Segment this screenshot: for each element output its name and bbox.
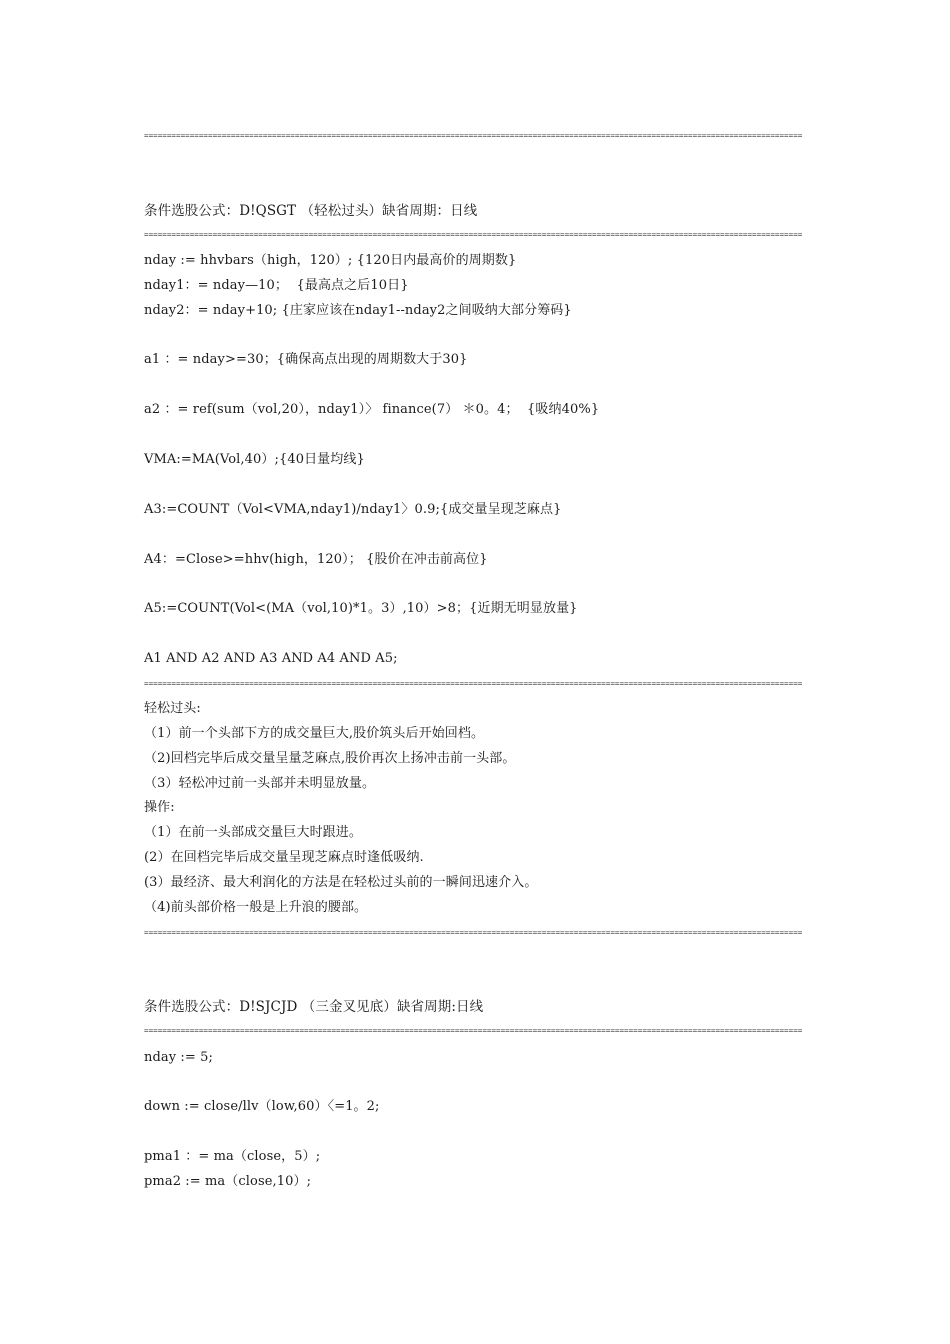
formula-line: A5:=COUNT(Vol<(MA（vol,10)*1。3）,10）>8；{近期无明显放量}	[144, 601, 578, 616]
formula-line: nday1：= nday—10； {最高点之后10日}	[144, 278, 409, 293]
description-title: 轻松过头:	[144, 701, 201, 716]
operation-line: （1）在前一头部成交量巨大时跟进。	[144, 825, 362, 840]
operation-line: (3）最经济、最大利润化的方法是在轻松过头前的一瞬间迅速介入。	[144, 875, 538, 890]
formula-line: A4：=Close>=hhv(high，120）； {股价在冲击前高位}	[144, 552, 488, 567]
formula-line: nday2：= nday+10; {庄家应该在nday1--nday2之间吸纳大部分筹码}	[144, 303, 572, 318]
formula-line: pma2 := ma（close,10）;	[144, 1174, 312, 1189]
formula-line: nday := 5;	[144, 1050, 213, 1065]
formula-line: A3:=COUNT（Vol<VMA,nday1)/nday1〉0.9;{成交量呈现芝麻点}	[144, 502, 562, 517]
separator-line: ================================================================================================================================================	[144, 1026, 803, 1035]
separator-line: ================================================================================================================================================	[144, 679, 803, 688]
separator-line: ================================================================================================================================================	[144, 131, 803, 140]
formula-line: pma1 ：= ma（close，5）;	[144, 1149, 321, 1164]
formula-line: down := close/llv（low,60）〈=1。2;	[144, 1099, 380, 1114]
description-line: （2)回档完毕后成交量呈量芝麻点,股价再次上扬冲击前一头部。	[144, 751, 516, 766]
formula-line: a1 ：= nday>=30；{确保高点出现的周期数大于30}	[144, 352, 468, 367]
separator-line: ================================================================================================================================================	[144, 230, 803, 239]
section1-title: 条件选股公式：D!QSGT （轻松过头）缺省周期：日线	[144, 203, 478, 219]
formula-line: VMA:=MA(Vol,40）;{40日量均线}	[144, 452, 365, 467]
operation-line: (2）在回档完毕后成交量呈现芝麻点时逢低吸纳.	[144, 850, 424, 865]
formula-line: A1 AND A2 AND A3 AND A4 AND A5;	[144, 651, 398, 666]
separator-line: ================================================================================================================================================	[144, 928, 803, 937]
description-line: （3）轻松冲过前一头部并未明显放量。	[144, 776, 376, 791]
formula-line: a2 ：= ref(sum（vol,20），nday1）〉 finance(7） ＊0。4； {吸纳40%}	[144, 402, 600, 417]
operation-line: （4)前头部价格一般是上升浪的腰部。	[144, 900, 368, 915]
section2-title: 条件选股公式：D!SJCJD （三金叉见底）缺省周期:日线	[144, 999, 484, 1015]
operation-title: 操作:	[144, 800, 175, 815]
description-line: （1）前一个头部下方的成交量巨大,股价筑头后开始回档。	[144, 726, 485, 741]
formula-line: nday := hhvbars（high，120）; {120日内最高价的周期数}	[144, 253, 517, 268]
